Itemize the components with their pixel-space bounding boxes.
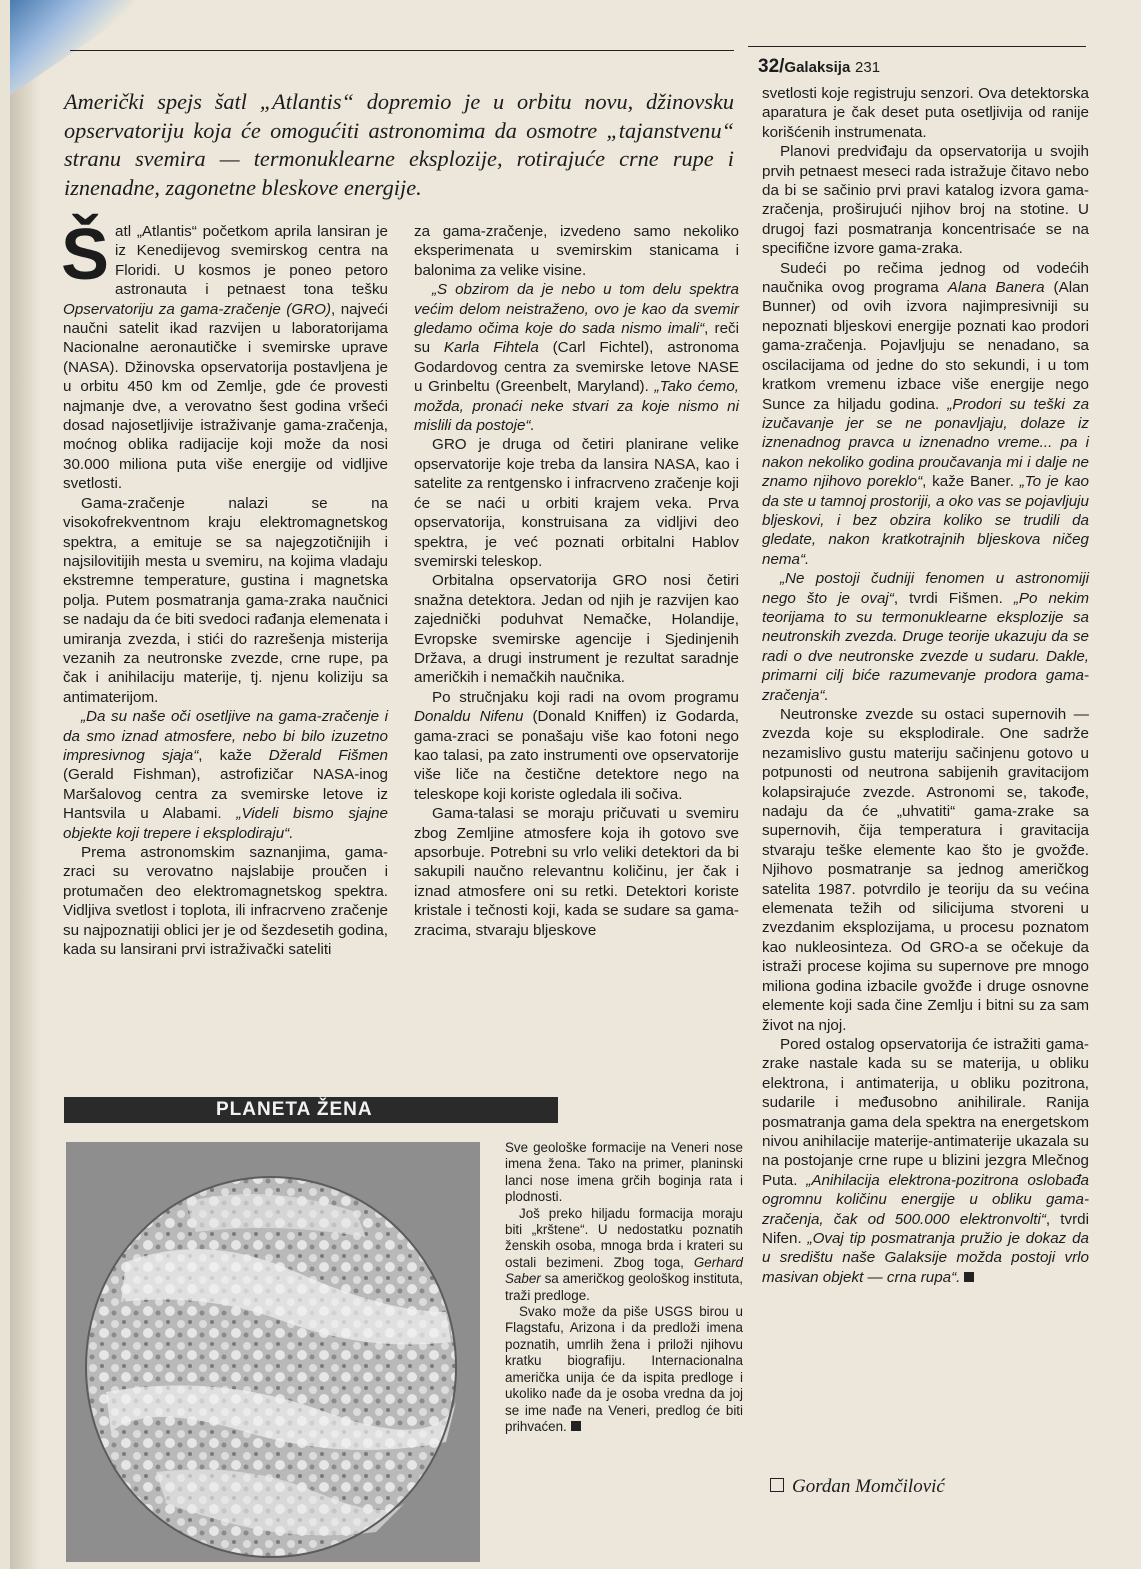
paragraph: Sve geološke formacije na Veneri nose imena žena. Tako na primer, planinski lanci nose imena grčih boginja rata i plodnosti.: [505, 1140, 743, 1205]
paragraph: Planovi predviđaju da opservatorija u svojih prvih petnaest meseci rada istražuje čitavo nebo da bi se sačinio prvi pravi katalog izvora gama-zračenja, proširujući njihov broj na stotine. U drugoj fazi posmatranja koncentrisaće se na specifične izvore gama-zraka.: [762, 143, 1089, 258]
italic-span: Opservatoriju za gama-zračenje (GRO): [63, 300, 331, 318]
italic-span: „Tako ćemo, možda, pronaći neke stvari za koje nismo ni mislili da postoje“.: [414, 378, 739, 435]
paragraph: [61, 215, 388, 494]
italic-span: „S obzirom da je nebo u tom delu spektra većim delom neistraženo, ovo je kao da svemir gledamo očima koje do sada nismo imali“: [414, 281, 739, 338]
issue-number: 231: [855, 59, 881, 76]
paragraph: Gama-zračenje nalazi se na visokofrekventnom kraju elektromagnetskog spektra, a emituje se sa najegzotičnijih i najsilovitijih mesta u svemiru, na kojima vladaju ekstremne temperature, gustina i magnetska polja. Putem posmatranja gama-zraka naučnici se nadaju da će biti svedoci rađanja elemenata i umiranja zvezda, i stići do razrešenja misterija vezanih za neutronske zvezde, crne rupe, pa čak i anihilaciju materije, tj. njenu koliziju sa antimaterijom.: [63, 494, 388, 706]
page-number: 32/: [758, 56, 785, 77]
author-name: Gordan Momčilović: [792, 1476, 945, 1497]
text-span: Svako može da piše USGS birou u Flagstafu, Arizona i da predloži imena poznatih, umrlih žena i priloži njihovu kratku biografiju. Internacionalna američka unija će da ispita predloge i ukoliko nađe da je osoba vredna da joj se ime nađe na Veneri, predlog će biti prihvaćen.: [505, 1304, 743, 1434]
text-span: (Gerald Fishman), astrofizičar NASA-inog Maršalovog centra za svemirske letove iz Hantsvila u Alabami.: [63, 766, 388, 823]
author-byline: [770, 1476, 945, 1498]
italic-span: Džerald Fišmen: [268, 746, 389, 764]
italic-span: Alana Banera: [947, 279, 1045, 297]
text-span: (Alan Bunner) od ovih izvora najimpresivniji su nepoznati bljeskovi energije poznati kao prodori gama-zračenja. Pojavljuju se nenadano, sa oscilacijama od jedne do sto sekundi, i u tom kratkom vremenu izbace više energije nego Sunce za hiljadu godina.: [762, 279, 1089, 413]
text-span: (Donald Kniffen) iz Godarda, gama-zraci se ponašaju više kao fotoni nego kao talasi, pa zato instrumenti ove opservatorije više liče na čestične detektore nego na teleskope koji koriste ogledala ili sočiva.: [414, 708, 740, 803]
sidebar-text: [505, 1140, 743, 1435]
italic-span: „To je kao da ste u tamnoj prostoriji, a oko vas se pojavljuju bljeskovi, i bez obzira koliko se trudili da gledate, nakon kratkotrajnih bljeskova ničeg nema“.: [762, 473, 1089, 568]
italic-span: „Ovaj tip posmatranja pružio je dokaz da u središtu naše Galaksije možda postoji vrlo masivan objekt — crna rupa“.: [762, 1229, 1089, 1286]
sidebar-title-banner: [64, 1097, 558, 1123]
article-column-2: [414, 222, 739, 940]
paragraph: za gama-zračenje, izvedeno samo nekoliko eksperimenata u svemirskim stanicama i balonima za velike visine.: [414, 223, 739, 279]
italic-span: „Po nekim teorijama to su termonuklearne eksplozije sa neutronskih zvezda. Druge teorije ukazuju da se radi o dve neutronske zvezde u sudaru. Dakle, primarni cilj biće razumevanje prodora gama-zračenja“.: [762, 589, 1089, 704]
article-lead: Američki spejs šatl „Atlantis“ dopremio je u orbitu novu, džinovsku opservatoriju koja će omogućiti astronomima da osmotre „tajanstvenu“ stranu svemira — termonuklearne eksplozije, rotirajuće crne rupe i iznenadne, zagonetne bleskove energije.: [64, 89, 734, 200]
magazine-name: Galaksija: [784, 59, 851, 76]
text-span: , najveći naučni satelit ikad razvijen u laboratorijama Nacionalne aeronautičke i svemirske uprave (NASA). Džinovska opservatorija postavljena je u orbitu 450 km od Zemlje, gde će provesti najmanje dve, a verovatno šest godina vršeći dosad najosetljivije istraživanje gama-zračenja, moćnog oblika radijacije koji može da nosi 30.000 miliona puta više energije od vidljive svetlosti.: [63, 300, 388, 493]
italic-span: „Prodori su teški za izučavanje jer se ne ponavljaju, dolaze iz iznenadnog pravca u iznenadno vreme... pa i nakon nekoliko godina proučavanja mi i dalje ne znamo njihovo poreklo“: [762, 395, 1090, 491]
text-span: Još preko hiljadu formacija moraju biti „krštene“. U nedostatku poznatih ženskih osoba, mnoga brda i krateri su ostali bezimeni. Zbog toga,: [505, 1205, 743, 1270]
italic-span: Donaldu Nifenu: [414, 708, 524, 726]
text-span: Sudeći po rečima jednog od vodećih naučnika ovog programa: [762, 259, 1089, 297]
text-span: , tvrdi Nifen.: [762, 1210, 1089, 1247]
text-span: sa američkog geološkog instituta, traži predloge.: [505, 1271, 743, 1303]
paragraph: Prema astronomskim saznanjima, gama-zraci su verovatno najslabije proučen i protumačen deo elektromagnetskog spektra. Vidljiva svetlost i toplota, ili infracrveno zračenje su najpoznatiji oblici jer je od šezdesetih godina, kada su lansirani prvi istraživački sateliti: [63, 844, 388, 959]
page-gutter-shade: [10, 0, 40, 1569]
venus-map-image: [66, 1142, 480, 1562]
magazine-page: [10, 0, 1141, 1569]
top-rule-left: [70, 50, 734, 51]
italic-span: Karla Fihtela: [443, 339, 539, 357]
text-span: , kaže Baner.: [922, 473, 1020, 491]
paragraph: [414, 280, 739, 435]
paragraph: [414, 688, 739, 804]
paragraph: [762, 569, 1089, 705]
italic-span: Gerhard Saber: [505, 1254, 743, 1287]
italic-span: „Anihilacija elektrona-pozitrona oslobađa ogromnu količinu energije u obliku gama-zračenja, čak od 500.000 elektronvolti“: [762, 1171, 1089, 1228]
folded-corner: [10, 0, 150, 95]
drop-cap: Š: [61, 215, 110, 295]
text-span: , tvrdi Fišmen.: [893, 589, 1014, 607]
text-span: Pored ostalog opservatorija će istražiti gama-zrake nastale kada su se materija, u obliku elektrona, i antimaterija, u obliku pozitrona, sudarile i međusobno anihilirale. Ranija posmatranja gama dela spektra na energetskom nivou anihilacije materije-antimaterije ukazala su na postojanje crne rupe u blizini jezgra Mlečnog Puta.: [762, 1035, 1089, 1189]
text-span: , kaže: [198, 746, 269, 764]
article-column-3: [762, 84, 1089, 1287]
top-rule-right: [748, 46, 1086, 47]
italic-span: „Ne postoji čudniji fenomen u astronomiji nego što je ovaj“: [762, 570, 1089, 607]
page-header: [758, 56, 880, 78]
paragraph: svetlosti koje registruju senzori. Ova detektorska aparatura je čak deset puta osetljivija od ranije korišćenih instrumenata.: [762, 85, 1089, 141]
paragraph: [762, 1035, 1089, 1287]
text-span: , reči su: [414, 320, 739, 357]
end-mark-icon: [571, 1421, 581, 1431]
paragraph: Gama-talasi se moraju pričuvati u svemiru zbog Zemljine atmosfere koja ih gotovo sve apsorbuje. Potrebni su vrlo veliki detektori da bi sakupili naučno relevantnu količinu, jer čak i iznad atmosfere oni su retki. Detektori koriste kristale i tečnosti koji, kada se sudare sa gama-zracima, stvaraju bljeskove: [414, 805, 739, 939]
sidebar-title: PLANETA ŽENA: [216, 1099, 373, 1120]
paragraph: [505, 1304, 743, 1435]
paragraph: [63, 707, 388, 843]
text-span: (Carl Fichtel), astronoma Godardovog centra za svemirske letove NASE u Grinbeltu (Greenbelt, Maryland).: [414, 339, 739, 396]
text-span: Po stručnjaku koji radi na ovom programu: [432, 688, 739, 706]
paragraph: GRO je druga od četiri planirane velike opservatorije koje treba da lansira NASA, kao i satelite za rentgensko i infracrveno zračenje koji će se naći u orbiti krajem veka. Prva opservatorija, konstruisana za vidljivi deo spektra, je već poznati orbitalni Hablov svemirski teleskop.: [414, 436, 739, 570]
square-bullet-icon: [770, 1478, 784, 1492]
article-column-1: [61, 215, 389, 959]
venus-globe-icon: [66, 1142, 480, 1562]
paragraph: Neutronske zvezde su ostaci supernovih — zvezda koje su eksplodirale. One sadrže nezamislivo gustu materiju sačinjenu gotovo u potpunosti od neutrona sabijenih gravitacijom kolapsirajuće zvezde. Astronomi se, takođe, nadaju da će „uhvatiti“ gama-zrake sa supernovih, čija temperatura i gravitacija stvaraju teške elemente kao što je gvožđe. Njihovo posmatranje sa jednog američkog satelita 1987. potvrdilo je teoriju da su većina elemenata težih od silicijuma stvoreni u zvezdanim eksplozijama, u procesu poznatom kao nukleosinteza. Od GRO-a se očekuje da istraži procese kojima su supernove pre mnogo miliona godina izbacile gvožđe i druge osnovne elemente koji sada čine Zemlju i bitni su za sam život na njoj.: [762, 706, 1089, 1034]
paragraph: [505, 1206, 743, 1304]
paragraph: [762, 259, 1089, 570]
italic-span: „Da su naše oči osetljive na gama-zračenje i da smo iznad atmosfere, nebo bi bilo izuzetno impresivnog sjaja“: [63, 708, 388, 764]
text-span: atl „Atlantis“ početkom aprila lansiran je iz Kenedijevog svemirskog centra na Floridi. U kosmos je poneo petoro astronauta i petnaest tona tešku: [115, 223, 388, 299]
end-mark-icon: [964, 1272, 974, 1282]
italic-span: „Videli bismo sjajne objekte koji trepere i eksplodiraju“.: [63, 805, 388, 842]
paragraph: Orbitalna opservatorija GRO nosi četiri snažna detektora. Jedan od njih je razvijen kao zajednički poduhvat Nemačke, Holandije, Evropske svemirske agencije i Sjedinjenih Država, a drugi instrument je rezultat saradnje američkih i nemačkih naučnika.: [414, 572, 739, 687]
